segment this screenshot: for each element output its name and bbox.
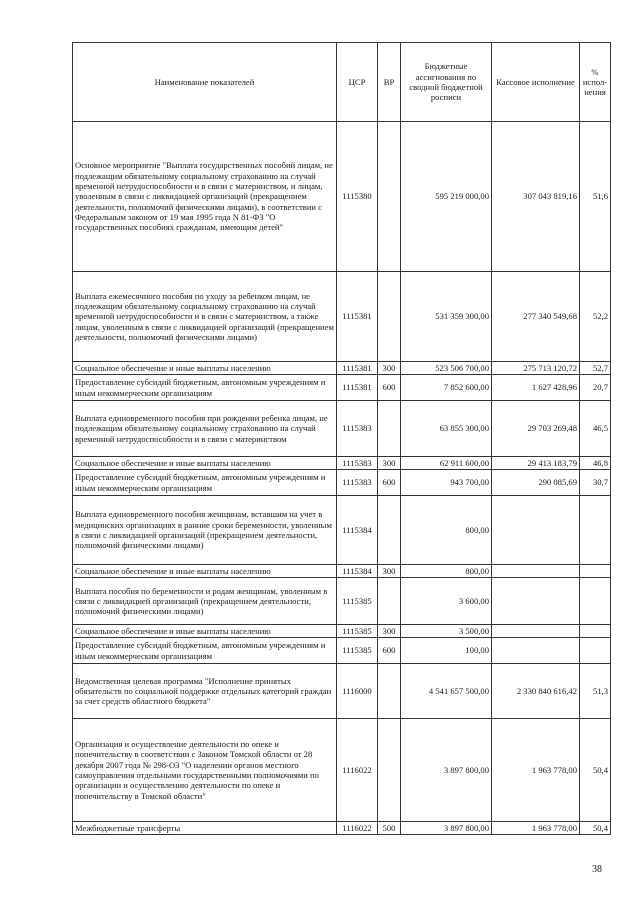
row-assignments-cell: 3 500,00 (401, 625, 492, 638)
header-percent-execution: % испол-нения (580, 43, 611, 122)
row-cash-execution-cell (492, 565, 580, 578)
table-row (73, 457, 611, 470)
row-name-cell: Организация и осуществление деятельности по опеке и попечительству в соответствии с Законом Томской области от 28 декабря 2007 года № 298-ОЗ "О наделении органов местного самоуправления отдельными государственными полномочиями по организации и осуществлению деятельности по опеке и попечительству в Томской области" (73, 719, 337, 822)
row-cash-execution-cell: 307 043 819,16 (492, 122, 580, 272)
row-csr-cell: 1115381 (337, 362, 378, 375)
row-cash-execution-cell: 29 703 269,48 (492, 401, 580, 457)
row-csr-cell: 1115381 (337, 272, 378, 362)
row-assignments-cell: 7 852 600,00 (401, 375, 492, 401)
row-csr-cell: 1115383 (337, 401, 378, 457)
row-assignments-cell: 62 911 600,00 (401, 457, 492, 470)
row-vr-cell (378, 578, 401, 625)
table-row (73, 719, 611, 822)
row-percent-cell (580, 578, 611, 625)
row-assignments-cell: 943 700,00 (401, 470, 492, 496)
row-cash-execution-cell: 1 963 778,00 (492, 822, 580, 835)
row-vr-cell (378, 664, 401, 719)
row-assignments-cell: 63 855 300,00 (401, 401, 492, 457)
table-row (73, 375, 611, 401)
row-name-cell: Межбюджетные трансферты (73, 822, 337, 835)
row-vr-cell: 600 (378, 470, 401, 496)
row-vr-cell: 600 (378, 375, 401, 401)
table-row (73, 401, 611, 457)
row-percent-cell: 52,2 (580, 272, 611, 362)
row-csr-cell: 1115385 (337, 578, 378, 625)
row-cash-execution-cell (492, 578, 580, 625)
row-cash-execution-cell: 277 340 549,68 (492, 272, 580, 362)
row-vr-cell: 300 (378, 565, 401, 578)
row-csr-cell: 1115381 (337, 375, 378, 401)
table-row (73, 470, 611, 496)
table-row (73, 638, 611, 664)
row-cash-execution-cell: 290 085,69 (492, 470, 580, 496)
row-name-cell: Выплата пособия по беременности и родам женщинам, уволенным в связи с ликвидацией организаций (прекращением деятельности, полномочий физическими лицами) (73, 578, 337, 625)
table-row (73, 565, 611, 578)
row-cash-execution-cell: 29 413 183,79 (492, 457, 580, 470)
table-row (73, 578, 611, 625)
row-csr-cell: 1115385 (337, 638, 378, 664)
row-vr-cell (378, 272, 401, 362)
row-csr-cell: 1116000 (337, 664, 378, 719)
row-cash-execution-cell: 275 713 120,72 (492, 362, 580, 375)
row-percent-cell (580, 496, 611, 565)
page-number: 38 (592, 864, 602, 875)
row-vr-cell (378, 401, 401, 457)
row-percent-cell (580, 565, 611, 578)
row-cash-execution-cell (492, 625, 580, 638)
table-body (73, 122, 611, 835)
row-assignments-cell: 3 897 800,00 (401, 822, 492, 835)
table-header (73, 43, 611, 122)
row-percent-cell: 30,7 (580, 470, 611, 496)
row-cash-execution-cell (492, 496, 580, 565)
row-csr-cell: 1115380 (337, 122, 378, 272)
row-assignments-cell: 595 219 000,00 (401, 122, 492, 272)
row-percent-cell: 51,3 (580, 664, 611, 719)
row-csr-cell: 1115383 (337, 457, 378, 470)
row-percent-cell: 46,8 (580, 457, 611, 470)
budget-execution-table (72, 42, 611, 835)
header-assignments: Бюджетные ассигнования по сводной бюджетной росписи (401, 43, 492, 122)
row-name-cell: Предоставление субсидий бюджетным, автономным учреждениям и иным некоммерческим организациям (73, 470, 337, 496)
row-name-cell: Социальное обеспечение и иные выплаты населению (73, 362, 337, 375)
table-row (73, 664, 611, 719)
row-cash-execution-cell: 1 627 428,96 (492, 375, 580, 401)
row-percent-cell: 20,7 (580, 375, 611, 401)
row-name-cell: Основное мероприятие "Выплата государственных пособий лицам, не подлежащим обязательному социальному страхованию на случай временной нетрудоспособности и в связи с материнством, и лицам, уволенным в связи с ликвидацией организаций (прекращением деятельности, полномочий физическими лицами), в соответствии с Федеральным законом от 19 мая 1995 года N 81-ФЗ "О государственных пособиях гражданам, имеющим детей" (73, 122, 337, 272)
header-name: Наименование показателей (73, 43, 337, 122)
row-percent-cell: 51,6 (580, 122, 611, 272)
row-percent-cell: 52,7 (580, 362, 611, 375)
row-name-cell: Социальное обеспечение и иные выплаты населению (73, 565, 337, 578)
row-assignments-cell: 4 541 657 500,00 (401, 664, 492, 719)
row-cash-execution-cell (492, 638, 580, 664)
row-vr-cell: 300 (378, 625, 401, 638)
header-cash-execution: Кассовое исполнение (492, 43, 580, 122)
row-name-cell: Предоставление субсидий бюджетным, автономным учреждениям и иным некоммерческим организациям (73, 638, 337, 664)
row-percent-cell: 46,5 (580, 401, 611, 457)
header-csr: ЦСР (337, 43, 378, 122)
row-assignments-cell: 3 600,00 (401, 578, 492, 625)
row-percent-cell: 50,4 (580, 719, 611, 822)
row-name-cell: Выплата единовременного пособия при рождении ребенка лицам, не подлежащим обязательному социальному страхованию на случай временной нетрудоспособности и в связи с материнством (73, 401, 337, 457)
row-assignments-cell: 523 506 700,00 (401, 362, 492, 375)
row-vr-cell: 300 (378, 457, 401, 470)
row-cash-execution-cell: 2 330 840 616,42 (492, 664, 580, 719)
row-name-cell: Выплата единовременного пособия женщинам, вставшим на учет в медицинских организациях в ранние сроки беременности, уволенным в связи с ликвидацией организаций (прекращением деятельности, полномочий физическими лицами) (73, 496, 337, 565)
row-vr-cell (378, 719, 401, 822)
row-csr-cell: 1115384 (337, 496, 378, 565)
row-csr-cell: 1115385 (337, 625, 378, 638)
row-assignments-cell: 800,00 (401, 496, 492, 565)
row-cash-execution-cell: 1 963 778,00 (492, 719, 580, 822)
row-vr-cell (378, 496, 401, 565)
row-assignments-cell: 100,00 (401, 638, 492, 664)
row-percent-cell: 50,4 (580, 822, 611, 835)
table-row (73, 822, 611, 835)
row-assignments-cell: 531 359 300,00 (401, 272, 492, 362)
row-percent-cell (580, 625, 611, 638)
row-vr-cell: 500 (378, 822, 401, 835)
row-assignments-cell: 3 897 800,00 (401, 719, 492, 822)
row-csr-cell: 1115384 (337, 565, 378, 578)
row-name-cell: Социальное обеспечение и иные выплаты населению (73, 625, 337, 638)
row-vr-cell (378, 122, 401, 272)
row-assignments-cell: 800,00 (401, 565, 492, 578)
row-name-cell: Предоставление субсидий бюджетным, автономным учреждениям и иным некоммерческим организациям (73, 375, 337, 401)
table-row (73, 122, 611, 272)
row-csr-cell: 1116022 (337, 822, 378, 835)
table-row (73, 496, 611, 565)
row-csr-cell: 1115383 (337, 470, 378, 496)
row-percent-cell (580, 638, 611, 664)
row-name-cell: Социальное обеспечение и иные выплаты населению (73, 457, 337, 470)
row-name-cell: Выплата ежемесячного пособия по уходу за ребенком лицам, не подлежащим обязательному социальному страхованию на случай временной нетрудоспособности и в связи с материнством, а также лицам, уволенным в связи с ликвидацией организаций (прекращением деятельности, полномочий физическими лицами) (73, 272, 337, 362)
row-name-cell: Ведомственная целевая программа "Исполнение принятых обязательств по социальной поддержке отдельных категорий граждан за счет средств областного бюджета" (73, 664, 337, 719)
row-csr-cell: 1116022 (337, 719, 378, 822)
table-row (73, 362, 611, 375)
table-row (73, 625, 611, 638)
header-vr: ВР (378, 43, 401, 122)
row-vr-cell: 300 (378, 362, 401, 375)
row-vr-cell: 600 (378, 638, 401, 664)
table-row (73, 272, 611, 362)
